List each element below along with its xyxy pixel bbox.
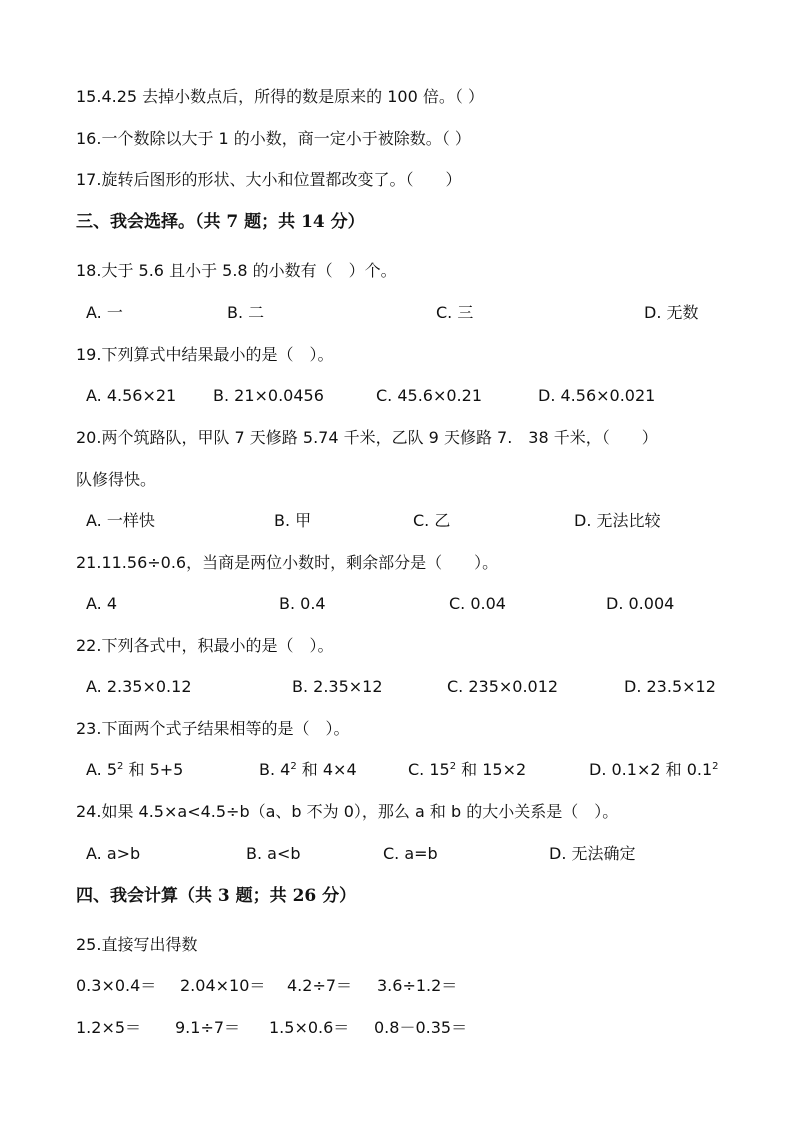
calc-item: 2.04×10＝	[180, 976, 266, 995]
q21-option-c: C. 0.04	[449, 594, 506, 613]
section-3-heading: 三、我会选择。（共 7 题；共 14 分）	[76, 212, 365, 232]
q24-option-b: B. a<b	[246, 844, 301, 863]
question-19: 19.下列算式中结果最小的是（ ）。	[76, 345, 334, 364]
q22-option-d: D. 23.5×12	[624, 677, 716, 696]
q23-option-a: A. $5^2$ 和 5+5	[86, 760, 184, 779]
q19-option-c: C. 45.6×0.21	[376, 386, 482, 405]
q18-option-a: A. 一	[86, 303, 123, 322]
q19-option-b: B. 21×0.0456	[213, 386, 324, 405]
q22-option-c: C. 235×0.012	[447, 677, 559, 696]
q19-option-d: D. 4.56×0.021	[538, 386, 656, 405]
question-20-cont: 队修得快。	[76, 470, 157, 489]
question-23: 23.下面两个式子结果相等的是（ ）。	[76, 719, 350, 738]
q19-option-a: A. 4.56×21	[86, 386, 177, 405]
calc-item: 0.8－0.35＝	[374, 1018, 468, 1037]
q18-option-d: D. 无数	[644, 303, 699, 322]
q24-option-c: C. a=b	[383, 844, 438, 863]
q24-option-d: D. 无法确定	[549, 844, 636, 863]
q20-option-c: C. 乙	[413, 511, 451, 530]
question-20: 20.两个筑路队，甲队 7 天修路 5.74 千米，乙队 9 天修路 7. 38 千米，（ ）	[76, 428, 658, 447]
question-17: 17.旋转后图形的形状、大小和位置都改变了。（ ）	[76, 170, 462, 189]
q18-option-b: B. 二	[227, 303, 265, 322]
calc-item: 0.3×0.4＝	[76, 976, 157, 995]
q20-option-a: A. 一样快	[86, 511, 155, 530]
calc-item: 3.6÷1.2＝	[377, 976, 458, 995]
q20-option-d: D. 无法比较	[574, 511, 661, 530]
question-16: 16.一个数除以大于 1 的小数，商一定小于被除数。（ ）	[76, 129, 471, 148]
calc-item: 1.2×5＝	[76, 1018, 142, 1037]
q21-option-b: B. 0.4	[279, 594, 326, 613]
q22-option-b: B. 2.35×12	[292, 677, 383, 696]
q24-option-a: A. a>b	[86, 844, 141, 863]
calc-item: 9.1÷7＝	[175, 1018, 241, 1037]
question-15: 15.4.25 去掉小数点后，所得的数是原来的 100 倍。（ ）	[76, 87, 484, 106]
q22-option-a: A. 2.35×0.12	[86, 677, 192, 696]
q23-option-c: C. $15^2$ 和 15×2	[408, 760, 527, 779]
q21-option-a: A. 4	[86, 594, 118, 613]
calc-item: 1.5×0.6＝	[269, 1018, 350, 1037]
q21-option-d: D. 0.004	[606, 594, 675, 613]
q18-option-c: C. 三	[436, 303, 474, 322]
question-21: 21.11.56÷0.6，当商是两位小数时，剩余部分是（ ）。	[76, 553, 499, 572]
question-25: 25.直接写出得数	[76, 935, 198, 954]
section-4-heading: 四、我会计算（共 3 题；共 26 分）	[76, 886, 357, 906]
question-22: 22.下列各式中，积最小的是（ ）。	[76, 636, 334, 655]
calc-item: 4.2÷7＝	[287, 976, 353, 995]
question-18: 18.大于 5.6 且小于 5.8 的小数有（ ）个。	[76, 261, 397, 280]
q23-option-b: B. $4^2$ 和 4×4	[259, 760, 357, 779]
question-24: 24.如果 4.5×a<4.5÷b（a、b 不为 0），那么 a 和 b 的大小关系是（ ）。	[76, 802, 619, 821]
q23-option-d: D. 0.1×2 和 $0.1^2$	[589, 760, 719, 779]
q20-option-b: B. 甲	[274, 511, 312, 530]
